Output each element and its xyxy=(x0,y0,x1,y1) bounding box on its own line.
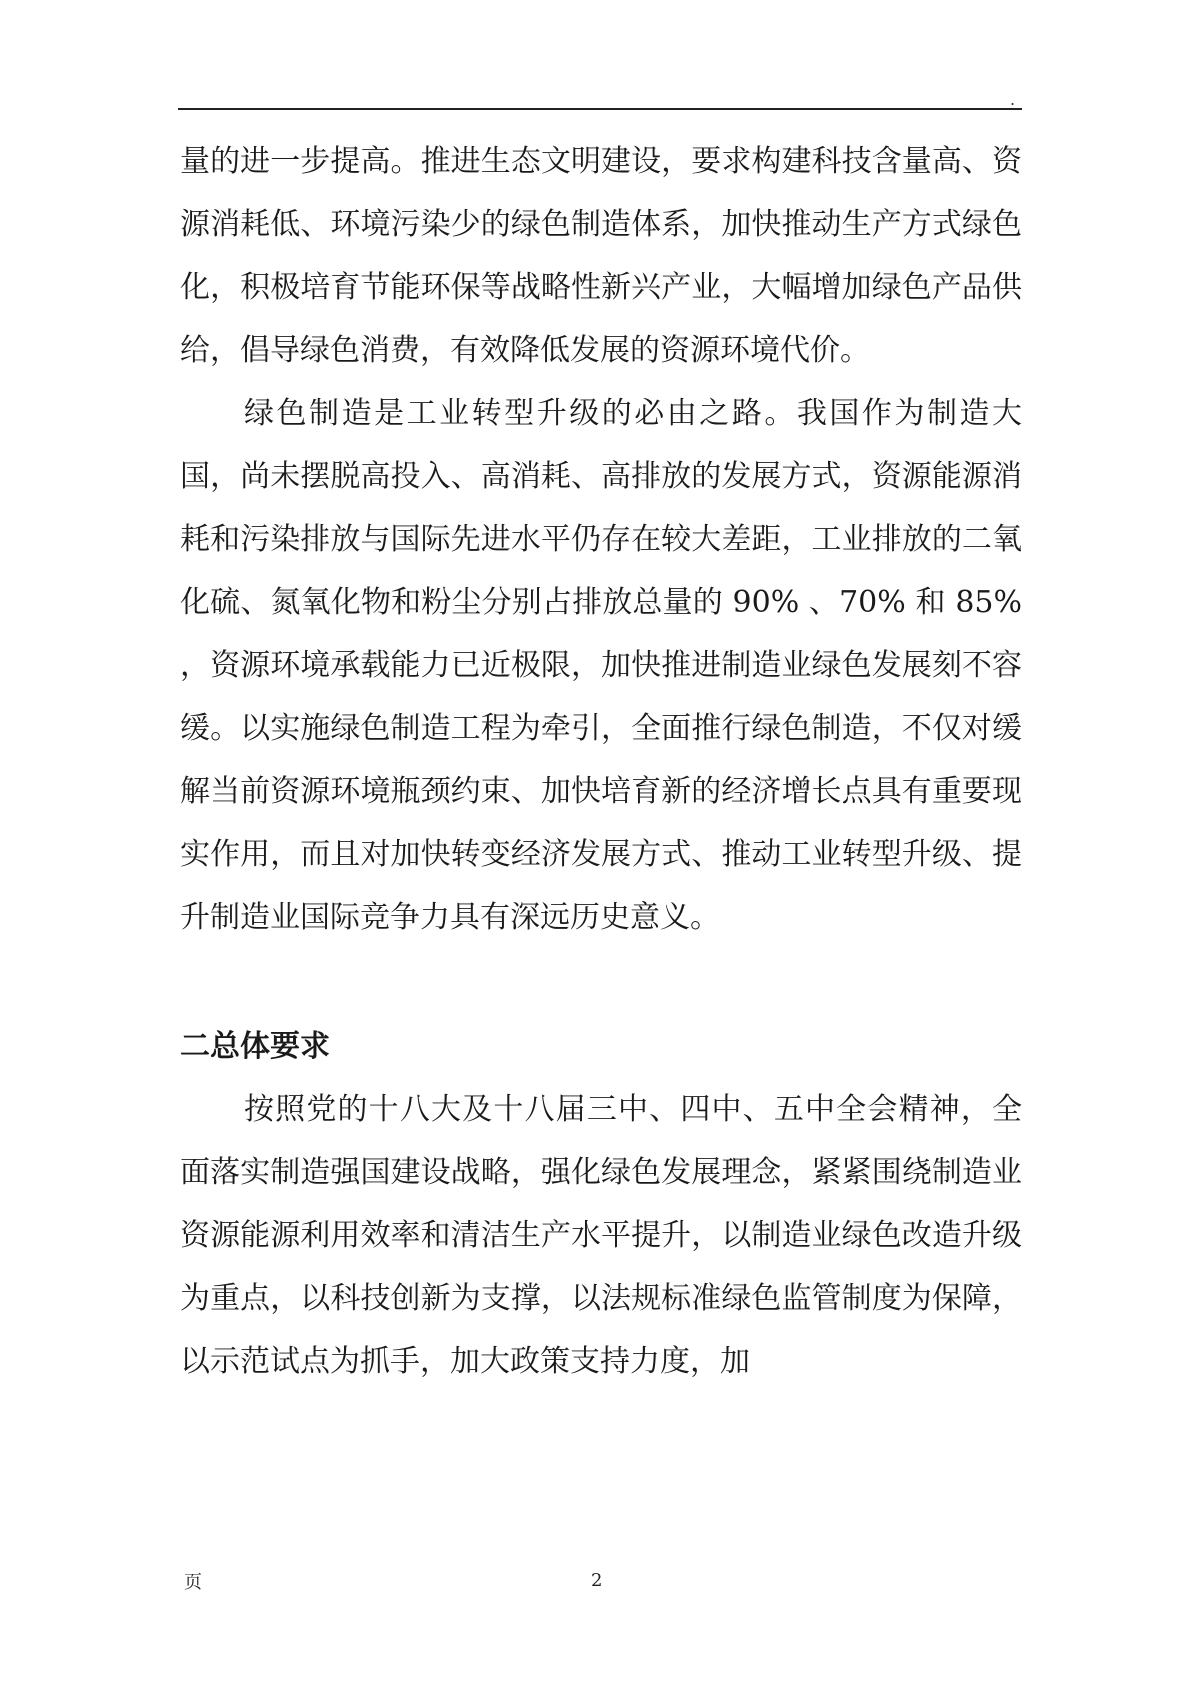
footer-page-label: 页 xyxy=(184,1572,202,1593)
section-gap xyxy=(180,949,1022,1015)
section-heading: 二总体要求 xyxy=(180,1029,330,1064)
header-dot: . xyxy=(1010,90,1016,109)
paragraph-green-manufacturing: 绿色制造是工业转型升级的必由之路。我国作为制造大国，尚未摆脱高投入、高消耗、高排放的发展方式，资源能源消耗和污染排放与国际先进水平仍存在较大差距，工业排放的二氧化硫、氮氧化物和粉尘分别占排放总量的 90% 、70% 和 85% ，资源环境承载能力已近极限，加快推进制造业绿色发展刻不容缓。以实施绿色制造工程为牵引，全面推行绿色制造，不仅对缓解当前资源环境瓶颈约束、加快培育新的经济增长点具有重要现实作用，而且对加快转变经济发展方式、推动工业转型升级、提升制造业国际竞争力具有深远历史意义。 xyxy=(180,396,1022,935)
header-rule xyxy=(178,108,1022,110)
page-content xyxy=(180,130,1022,1393)
footer-page-number: 2 xyxy=(591,1570,603,1591)
paragraph-continued: 量的进一步提高。推进生态文明建设，要求构建科技含量高、资源消耗低、环境污染少的绿色制造体系，加快推动生产方式绿色化，积极培育节能环保等战略性新兴产业，大幅增加绿色产品供给，倡导绿色消费，有效降低发展的资源环境代价。 xyxy=(180,144,1022,368)
paragraph-overall-requirements: 按照党的十八大及十八届三中、四中、五中全会精神，全面落实制造强国建设战略，强化绿色发展理念，紧紧围绕制造业资源能源利用效率和清洁生产水平提升，以制造业绿色改造升级为重点，以科技创新为支撑，以法规标准绿色监管制度为保障，以示范试点为抓手，加大政策支持力度，加 xyxy=(180,1092,1022,1379)
